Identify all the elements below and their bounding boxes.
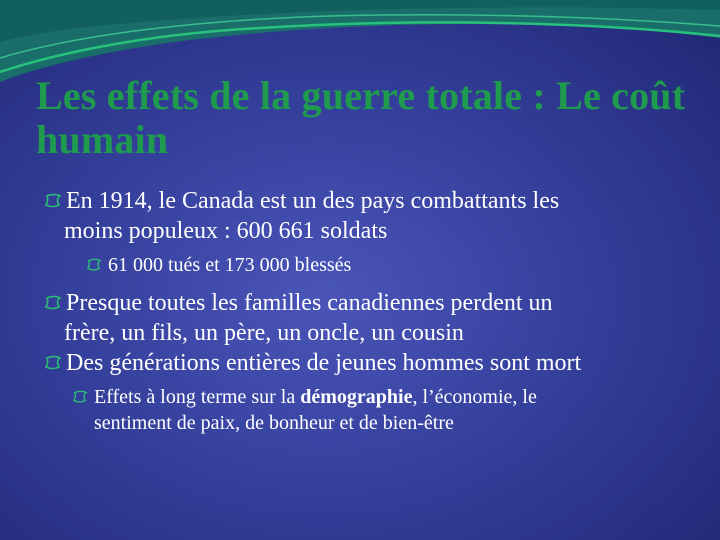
sub-bullet-text: 61 000 tués et 173 000 blessés <box>108 254 352 276</box>
sub-bullet-text-after: , l’économie, le <box>412 386 537 408</box>
sub-bullet-item <box>86 252 694 278</box>
bullet-text-line2: frère, un fils, un père, un oncle, un cousin <box>64 320 464 346</box>
scroll-bullet-icon <box>72 390 88 404</box>
sub-bullet-text-line2: sentiment de paix, de bonheur et de bien-être <box>94 412 454 434</box>
bullet-item <box>44 288 694 348</box>
sub-bullet-text-before: Effets à long terme sur la <box>94 386 301 408</box>
bullet-text-line1: En 1914, le Canada est un des pays combattants les <box>66 188 560 214</box>
bullet-list <box>44 186 694 436</box>
bullet-text-line1: Des générations entières de jeunes hommes sont mort <box>66 350 582 376</box>
bullet-item <box>44 186 694 246</box>
bullet-item <box>44 348 694 378</box>
bullet-text-line1: Presque toutes les familles canadiennes perdent un <box>66 290 553 316</box>
scroll-bullet-icon <box>44 355 62 371</box>
emphasis-demographie: démographie <box>300 386 413 408</box>
scroll-bullet-icon <box>86 258 102 272</box>
bullet-text-line2: moins populeux : 600 661 soldats <box>64 218 388 244</box>
sub-bullet-item <box>72 384 694 436</box>
slide-title: Les effets de la guerre totale : Le coût humain <box>36 73 686 162</box>
scroll-bullet-icon <box>44 295 62 311</box>
scroll-bullet-icon <box>44 193 62 209</box>
